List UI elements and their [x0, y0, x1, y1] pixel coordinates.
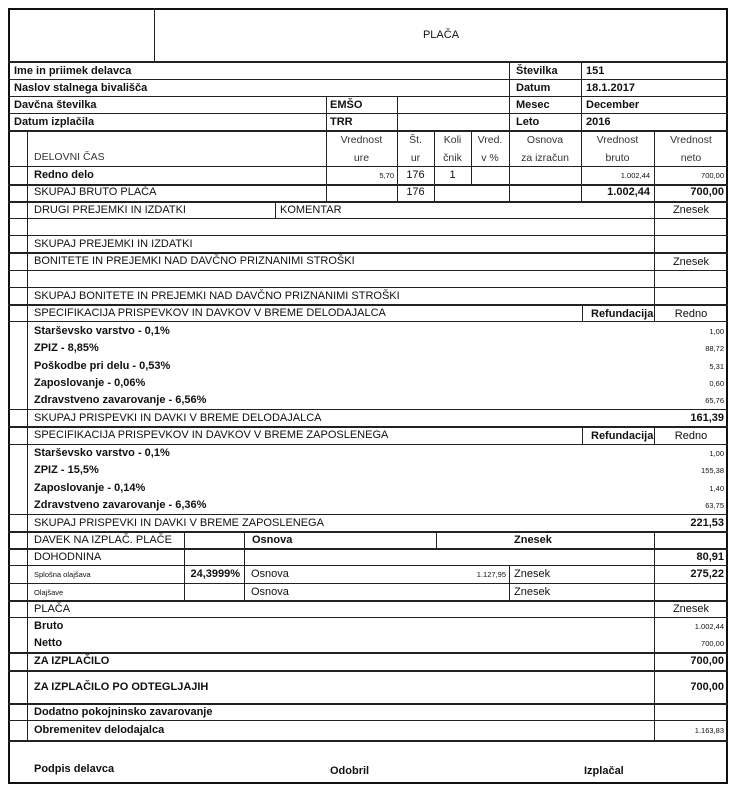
col-hours-1: Št.	[409, 134, 422, 146]
employer-item-label: Poškodbe pri delu - 0,53%	[34, 360, 171, 372]
general-relief-amount-label: Znesek	[514, 568, 551, 580]
label-date: Datum	[516, 82, 551, 94]
employee-item-value: 63,75	[705, 501, 724, 510]
employee-item-value: 155,38	[701, 466, 724, 475]
col-pct-1: Vred.	[477, 134, 503, 146]
employer-total-value: 161,39	[690, 412, 724, 424]
employer-item-value: 88,72	[705, 344, 724, 353]
col-value-hour-1: Vrednost	[340, 134, 383, 146]
benefits-total: SKUPAJ BONITETE IN PREJEMKI NAD DAVČNO PRIZNANIMI STROŠKI	[34, 290, 400, 302]
employer-total-label: SKUPAJ PRISPEVKI IN DAVKI V BREME DELODAJALCA	[34, 412, 322, 424]
employee-item-label: ZPIZ - 15,5%	[34, 464, 99, 476]
employer-item-label: Starševsko varstvo - 0,1%	[34, 325, 170, 337]
label-month: Mesec	[516, 99, 550, 111]
employee-total-value: 221,53	[690, 517, 724, 529]
employee-contrib-title: SPECIFIKACIJA PRISPEVKOV IN DAVKOV V BREME ZAPOSLENEGA	[34, 429, 389, 441]
pension-label: Dodatno pokojninsko zavarovanje	[34, 706, 213, 718]
relief-label: Olajšave	[34, 588, 64, 597]
label-number: Številka	[516, 65, 558, 77]
pay-gross-label: Bruto	[34, 620, 64, 632]
gross-total-net: 700,00	[690, 186, 724, 198]
payout-after-value: 700,00	[690, 681, 724, 693]
tax-amount-header: Znesek	[514, 534, 552, 546]
value-month: December	[586, 99, 640, 111]
tax-title: DAVEK NA IZPLAČ. PLAČE	[34, 534, 172, 546]
col-gross-1: Vrednost	[596, 134, 639, 146]
label-pay-date: Datum izplačila	[14, 116, 95, 128]
col-hours-2: ur	[410, 152, 421, 164]
employer-item-value: 5,31	[709, 362, 724, 371]
employer-burden-label: Obremenitev delodajalca	[34, 724, 165, 736]
employer-item-value: 65,76	[705, 396, 724, 405]
gross-total-gross: 1.002,44	[607, 186, 650, 198]
employee-total-label: SKUPAJ PRISPEVKI IN DAVKI V BREME ZAPOSLENEGA	[34, 517, 324, 529]
employer-item-label: Zdravstveno zavarovanje - 6,56%	[34, 394, 207, 406]
pay-amount-header: Znesek	[672, 603, 710, 615]
label-employee-name: Ime in priimek delavca	[14, 65, 132, 77]
value-year: 2016	[586, 116, 611, 128]
general-relief-basis-label: Osnova	[251, 568, 289, 580]
general-relief-amount: 275,22	[690, 568, 724, 580]
regular-work-gross: 1.002,44	[620, 171, 650, 180]
other-income-amount-header: Znesek	[672, 204, 710, 216]
other-income-total: SKUPAJ PREJEMKI IN IZDATKI	[34, 238, 193, 250]
regular-work-rate: 5,70	[379, 171, 394, 180]
other-income-comment: KOMENTAR	[280, 204, 342, 216]
col-basis-2: za izračun	[521, 152, 569, 164]
employee-refund-header: Refundacija	[591, 430, 654, 442]
col-pct-2: v %	[481, 152, 499, 164]
signature-employee: Podpis delavca	[34, 763, 115, 775]
col-net-2: neto	[680, 152, 702, 164]
relief-amount-label: Znesek	[514, 586, 551, 598]
employee-item-value: 1,00	[709, 449, 724, 458]
employee-item-label: Starševsko varstvo - 0,1%	[34, 447, 170, 459]
pay-title: PLAČA	[34, 603, 71, 615]
employee-item-label: Zaposlovanje - 0,14%	[34, 482, 146, 494]
employee-regular-header: Redno	[674, 430, 708, 442]
pay-net-label: Netto	[34, 637, 63, 649]
general-relief-basis: 1.127,95	[476, 570, 506, 579]
other-income-title: DRUGI PREJEMKI IN IZDATKI	[34, 204, 186, 216]
employer-item-label: ZPIZ - 8,85%	[34, 342, 99, 354]
col-gross-2: bruto	[605, 152, 630, 164]
regular-work-label: Redno delo	[34, 169, 94, 181]
payout-label: ZA IZPLAČILO	[34, 655, 110, 667]
label-emso: EMŠO	[330, 99, 363, 111]
signature-paid: Izplačal	[584, 765, 624, 777]
employer-regular-header: Redno	[674, 308, 708, 320]
relief-basis-label: Osnova	[251, 586, 289, 598]
gross-total-label: SKUPAJ BRUTO PLAČA	[34, 186, 157, 198]
payout-value: 700,00	[690, 655, 724, 667]
general-relief-pct: 24,3999%	[190, 568, 240, 580]
col-coef-1: Koli	[443, 134, 462, 146]
regular-work-net: 700,00	[701, 171, 724, 180]
employee-item-value: 1,40	[709, 484, 724, 493]
employer-burden-value: 1.163,83	[694, 726, 724, 735]
employer-item-value: 1,00	[709, 327, 724, 336]
label-tax-number: Davčna številka	[14, 99, 97, 111]
regular-work-hours: 176	[406, 169, 425, 181]
value-number: 151	[586, 65, 605, 77]
general-relief-label: Splošna olajšava	[34, 570, 91, 579]
work-section-title: DELOVNI ČAS	[34, 151, 105, 163]
payout-after-label: ZA IZPLAČILO PO ODTEGLJAJIH	[34, 681, 209, 693]
pay-net-value: 700,00	[701, 639, 724, 648]
benefits-title: BONITETE IN PREJEMKI NAD DAVČNO PRIZNANIMI STROŠKI	[34, 255, 355, 267]
col-net-1: Vrednost	[670, 134, 712, 146]
pay-gross-value: 1.002,44	[694, 622, 724, 631]
label-trr: TRR	[330, 116, 353, 128]
benefits-amount-header: Znesek	[672, 256, 710, 268]
col-basis-1: Osnova	[526, 134, 564, 146]
col-coef-2: čnik	[443, 152, 462, 164]
employer-item-label: Zaposlovanje - 0,06%	[34, 377, 146, 389]
signature-approved: Odobril	[330, 765, 370, 777]
tax-basis-header: Osnova	[252, 534, 293, 546]
regular-work-coef: 1	[449, 169, 456, 181]
value-date: 18.1.2017	[586, 82, 635, 94]
employee-item-label: Zdravstveno zavarovanje - 6,36%	[34, 499, 207, 511]
col-value-hour-2: ure	[353, 152, 370, 164]
page-title: PLAČA	[422, 29, 460, 41]
income-tax-label: DOHODNINA	[34, 551, 102, 563]
gross-total-hours: 176	[406, 186, 425, 198]
employer-item-value: 0,60	[709, 379, 724, 388]
income-tax-value: 80,91	[696, 551, 724, 563]
label-year: Leto	[516, 116, 540, 128]
label-address: Naslov stalnega bivališča	[14, 82, 148, 94]
employer-contrib-title: SPECIFIKACIJA PRISPEVKOV IN DAVKOV V BREME DELODAJALCA	[34, 307, 386, 319]
employer-refund-header: Refundacija	[591, 308, 654, 320]
